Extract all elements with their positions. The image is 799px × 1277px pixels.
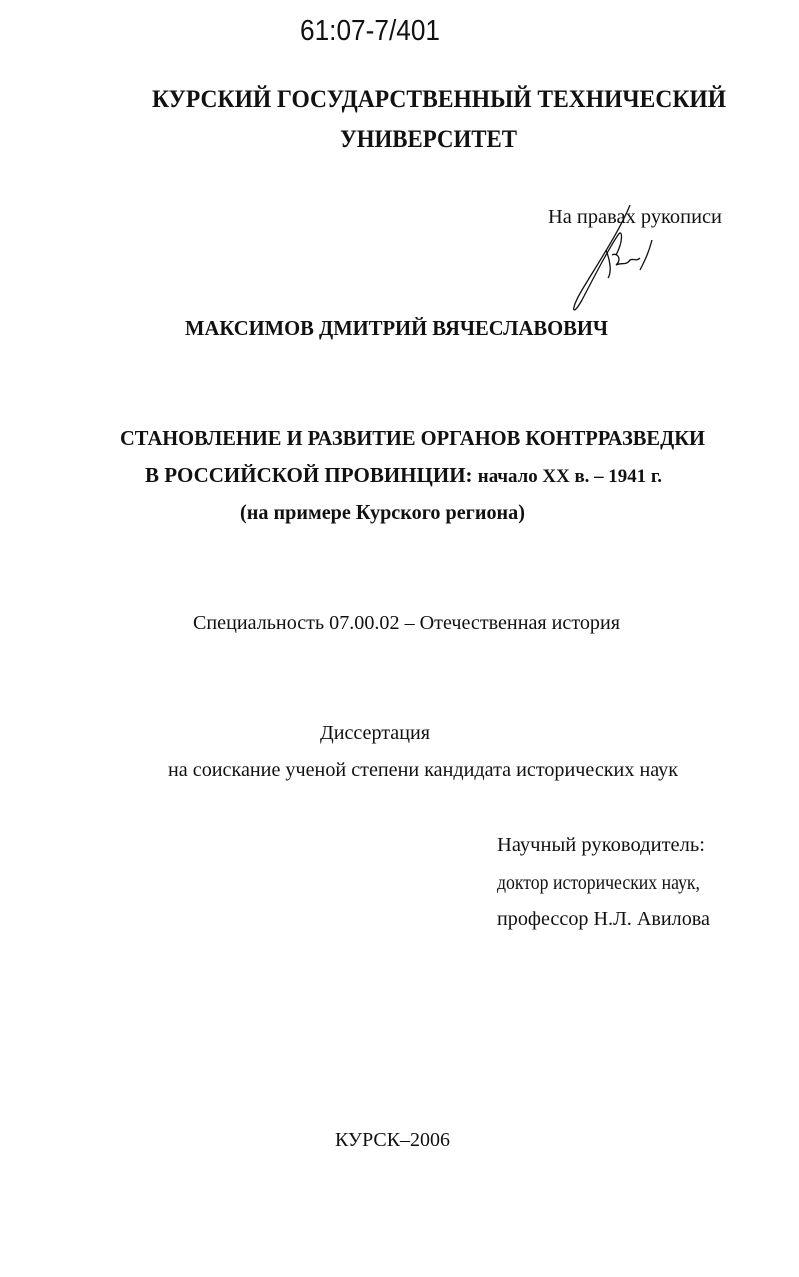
institution-line-1: КУРСКИЙ ГОСУДАРСТВЕННЫЙ ТЕХНИЧЕСКИЙ: [152, 86, 726, 113]
title-line-1: СТАНОВЛЕНИЕ И РАЗВИТИЕ ОРГАНОВ КОНТРРАЗВЕДКИ: [120, 426, 705, 450]
archive-code: 61:07-7/401: [300, 15, 440, 47]
signature: [560, 200, 680, 315]
place-year: КУРСК–2006: [335, 1129, 450, 1151]
author-name: МАКСИМОВ ДМИТРИЙ ВЯЧЕСЛАВОВИЧ: [185, 316, 608, 340]
title-line-3: (на примере Курского региона): [240, 500, 525, 524]
supervisor-degree: доктор исторических наук,: [497, 872, 700, 894]
supervisor-label: Научный руководитель:: [497, 834, 705, 856]
degree: на соискание ученой степени кандидата исторических наук: [168, 759, 678, 781]
title-period: начало XX в. – 1941 г.: [477, 466, 662, 487]
title-line-2: [145, 465, 662, 487]
work-type: Диссертация: [320, 722, 430, 744]
institution-line-2: УНИВЕРСИТЕТ: [340, 126, 517, 153]
title-line-2-main: В РОССИЙСКОЙ ПРОВИНЦИИ:: [145, 463, 473, 487]
specialty: Специальность 07.00.02 – Отечественная история: [193, 612, 620, 634]
manuscript-rights: На правах рукописи: [548, 206, 722, 228]
supervisor-name: профессор Н.Л. Авилова: [497, 908, 710, 930]
